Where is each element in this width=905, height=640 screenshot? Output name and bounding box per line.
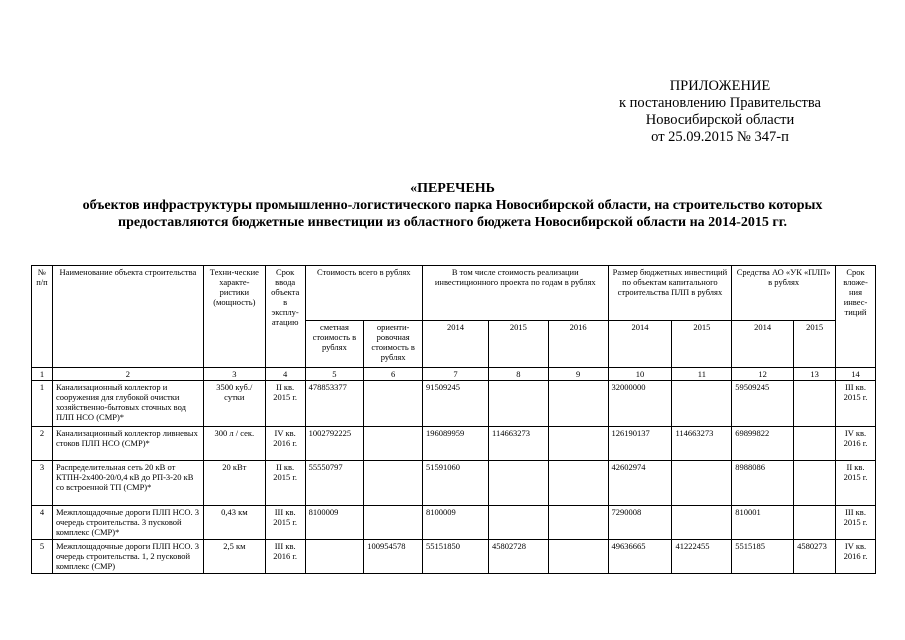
appendix-block — [560, 78, 880, 146]
tech-characteristics: 2,5 км — [203, 540, 265, 574]
funds-2014: 69899822 — [732, 427, 794, 461]
cost-estimate: 55550797 — [305, 461, 364, 506]
budget-2014: 49636665 — [608, 540, 672, 574]
table-row — [32, 540, 876, 574]
table-row — [32, 461, 876, 506]
header-cost-total: Стоимость всего в рублях — [305, 266, 422, 321]
col-number: 13 — [794, 368, 836, 381]
col-number: 1 — [32, 368, 53, 381]
budget-2015 — [672, 381, 732, 427]
funds-2015: 4580273 — [794, 540, 836, 574]
header-year-2015-project: 2015 — [489, 321, 549, 368]
appendix-line-2: к постановлению Правительства — [619, 95, 821, 111]
commissioning-term: IV кв. 2016 г. — [265, 427, 305, 461]
cost-approx: 100954578 — [364, 540, 423, 574]
header-year-2014-budget: 2014 — [608, 321, 672, 368]
project-2016 — [548, 427, 608, 461]
cost-estimate — [305, 540, 364, 574]
commissioning-term: II кв. 2015 г. — [265, 461, 305, 506]
object-name: Канализационный коллектор ливневых стоков ПЛП НСО (СМР)* — [52, 427, 203, 461]
col-number: 4 — [265, 368, 305, 381]
funds-2015 — [794, 381, 836, 427]
object-name: Распределительная сеть 20 кВ от КТПН-2х400-20/0,4 кВ до РП-3-20 кВ со встроенной ТП (СМР)* — [52, 461, 203, 506]
project-2015 — [489, 381, 549, 427]
header-cost-approx: ориенти-ровочная стоимость в рублях — [364, 321, 423, 368]
header-row-1 — [32, 266, 876, 321]
row-number: 4 — [32, 506, 53, 540]
project-2014: 55151850 — [423, 540, 489, 574]
project-2014: 8100009 — [423, 506, 489, 540]
table-row — [32, 506, 876, 540]
row-number: 2 — [32, 427, 53, 461]
funds-2015 — [794, 427, 836, 461]
header-num: № п/п — [32, 266, 53, 368]
header-cost-estimate: сметная стоимость в рублях — [305, 321, 364, 368]
budget-2015 — [672, 461, 732, 506]
header-year-2015-funds: 2015 — [794, 321, 836, 368]
funds-2014: 5515185 — [732, 540, 794, 574]
commissioning-term: II кв. 2015 г. — [265, 381, 305, 427]
col-number: 2 — [52, 368, 203, 381]
budget-2014: 32000000 — [608, 381, 672, 427]
title-line-1: «ПЕРЕЧЕНЬ — [410, 181, 495, 196]
project-2015 — [489, 461, 549, 506]
cost-estimate: 1002792225 — [305, 427, 364, 461]
cost-estimate: 8100009 — [305, 506, 364, 540]
title-line-2: объектов инфраструктуры промышленно-логистического парка Новосибирской области, на строительство которых — [82, 198, 823, 213]
header-budget: Размер бюджетных инвестиций по объектам капитального строительства ПЛП в рублях — [608, 266, 732, 321]
commissioning-term: III кв. 2016 г. — [265, 540, 305, 574]
tech-characteristics: 3500 куб./ сутки — [203, 381, 265, 427]
budget-2014: 42602974 — [608, 461, 672, 506]
object-name: Межплощадочные дороги ПЛП НСО. 3 очередь строительства. 1, 2 пусковой комплекс (СМР) — [52, 540, 203, 574]
document-title — [0, 180, 905, 231]
row-number: 3 — [32, 461, 53, 506]
budget-2014: 7290008 — [608, 506, 672, 540]
header-invest-project: В том числе стоимость реализации инвестиционного проекта по годам в рублях — [423, 266, 609, 321]
table-row — [32, 381, 876, 427]
header-year-2015-budget: 2015 — [672, 321, 732, 368]
tech-characteristics: 0,43 км — [203, 506, 265, 540]
cost-approx — [364, 427, 423, 461]
project-2014: 91509245 — [423, 381, 489, 427]
project-2016 — [548, 461, 608, 506]
table-row — [32, 427, 876, 461]
object-name: Межплощадочные дороги ПЛП НСО. 3 очередь строительства. 3 пусковой комплекс (СМР)* — [52, 506, 203, 540]
funds-2015 — [794, 461, 836, 506]
header-term: Срок ввода объекта в эксплу-атацию — [265, 266, 305, 368]
col-number: 11 — [672, 368, 732, 381]
col-number: 12 — [732, 368, 794, 381]
header-year-2014-funds: 2014 — [732, 321, 794, 368]
appendix-line-3: Новосибирской области — [645, 112, 795, 128]
title-line-3: предоставляются бюджетные инвестиции из областного бюджета Новосибирской области на 2014-2015 гг. — [118, 215, 787, 230]
project-2016 — [548, 506, 608, 540]
project-2015: 45802728 — [489, 540, 549, 574]
invest-term: IV кв. 2016 г. — [836, 540, 876, 574]
col-number: 14 — [836, 368, 876, 381]
budget-2015 — [672, 506, 732, 540]
col-number: 10 — [608, 368, 672, 381]
project-2014: 196089959 — [423, 427, 489, 461]
invest-term: III кв. 2015 г. — [836, 381, 876, 427]
cost-estimate: 478853377 — [305, 381, 364, 427]
col-number: 5 — [305, 368, 364, 381]
col-number: 8 — [489, 368, 549, 381]
invest-term: IV кв. 2016 г. — [836, 427, 876, 461]
cost-approx — [364, 381, 423, 427]
header-funds: Средства АО «УК «ПЛП» в рублях — [732, 266, 836, 321]
project-2015: 114663273 — [489, 427, 549, 461]
commissioning-term: III кв. 2015 г. — [265, 506, 305, 540]
tech-characteristics: 20 кВт — [203, 461, 265, 506]
tech-characteristics: 300 л / сек. — [203, 427, 265, 461]
budget-2015: 41222455 — [672, 540, 732, 574]
col-number: 3 — [203, 368, 265, 381]
header-invest-term: Срок вложе-ния инвес-тиций — [836, 266, 876, 368]
col-number: 6 — [364, 368, 423, 381]
cost-approx — [364, 506, 423, 540]
row-number: 5 — [32, 540, 53, 574]
header-tech: Техни-ческие характе-ристики (мощность) — [203, 266, 265, 368]
budget-2015: 114663273 — [672, 427, 732, 461]
header-year-2016-project: 2016 — [548, 321, 608, 368]
invest-term: III кв. 2015 г. — [836, 506, 876, 540]
funds-2014: 59509245 — [732, 381, 794, 427]
cost-approx — [364, 461, 423, 506]
appendix-date-number: от 25.09.2015 № 347-п — [651, 129, 789, 145]
funds-2014: 8988086 — [732, 461, 794, 506]
col-number: 9 — [548, 368, 608, 381]
objects-table — [31, 265, 876, 574]
header-year-2014-project: 2014 — [423, 321, 489, 368]
header-name: Наименование объекта строительства — [52, 266, 203, 368]
invest-term: II кв. 2015 г. — [836, 461, 876, 506]
object-name: Канализационный коллектор и сооружения для глубокой очистки хозяйственно-бытовых сточных вод ПЛП НСО (СМР)* — [52, 381, 203, 427]
project-2016 — [548, 381, 608, 427]
funds-2015 — [794, 506, 836, 540]
row-number: 1 — [32, 381, 53, 427]
project-2016 — [548, 540, 608, 574]
col-number: 7 — [423, 368, 489, 381]
column-number-row — [32, 368, 876, 381]
appendix-title: ПРИЛОЖЕНИЕ — [669, 78, 771, 94]
funds-2014: 810001 — [732, 506, 794, 540]
project-2014: 51591060 — [423, 461, 489, 506]
budget-2014: 126190137 — [608, 427, 672, 461]
project-2015 — [489, 506, 549, 540]
